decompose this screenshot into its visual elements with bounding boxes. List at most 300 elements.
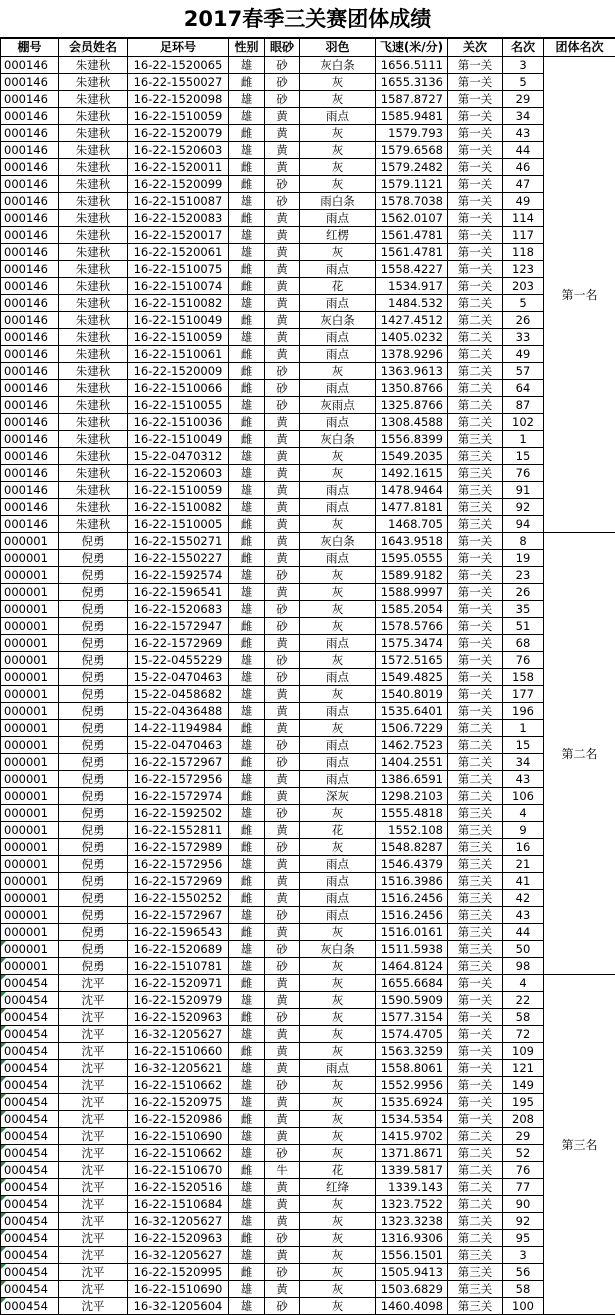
table-row (1, 91, 615, 108)
stage-cell: 第一关 (448, 74, 503, 91)
color-cell: 花 (300, 1162, 376, 1179)
speed-cell: 1578.7038 (376, 193, 448, 210)
table-row (1, 669, 615, 686)
ring-cell: 16-22-1510055 (128, 397, 229, 414)
stage-cell: 第一关 (448, 584, 503, 601)
sex-cell: 雄 (229, 329, 265, 346)
ring-cell: 16-22-1520083 (128, 210, 229, 227)
loft-cell: 000454 (1, 992, 59, 1009)
stage-cell: 第一关 (448, 1060, 503, 1077)
rank-cell: 22 (503, 992, 544, 1009)
member-cell: 朱建秋 (59, 278, 128, 295)
sex-cell: 雄 (229, 1128, 265, 1145)
member-cell: 倪勇 (59, 754, 128, 771)
rank-cell: 47 (503, 176, 544, 193)
loft-cell: 000146 (1, 227, 59, 244)
color-cell: 灰 (300, 652, 376, 669)
ring-cell: 16-22-1520079 (128, 125, 229, 142)
color-cell: 雨点 (300, 873, 376, 890)
speed-cell: 1585.9481 (376, 108, 448, 125)
loft-cell: 000146 (1, 363, 59, 380)
stage-cell: 第二关 (448, 1213, 503, 1230)
eye-cell: 砂 (265, 839, 300, 856)
rank-cell: 92 (503, 1213, 544, 1230)
speed-cell: 1477.8181 (376, 499, 448, 516)
member-cell: 沈平 (59, 1264, 128, 1281)
color-cell: 雨点 (300, 669, 376, 686)
color-cell: 灰 (300, 74, 376, 91)
sex-cell: 雌 (229, 431, 265, 448)
sex-cell: 雄 (229, 805, 265, 822)
loft-cell: 000454 (1, 1298, 59, 1315)
speed-cell: 1540.8019 (376, 686, 448, 703)
ring-cell: 16-22-1520963 (128, 1230, 229, 1247)
page-title: 2017春季三关赛团体成绩 (0, 0, 615, 38)
rank-cell: 114 (503, 210, 544, 227)
eye-cell: 黄 (265, 788, 300, 805)
rank-cell: 35 (503, 601, 544, 618)
col-header-loft: 棚号 (1, 39, 59, 57)
ring-cell: 16-22-1510690 (128, 1128, 229, 1145)
color-cell: 雨白条 (300, 193, 376, 210)
rank-cell: 56 (503, 1264, 544, 1281)
ring-cell: 16-22-1520986 (128, 1111, 229, 1128)
sex-cell: 雄 (229, 1094, 265, 1111)
speed-cell: 1325.8766 (376, 397, 448, 414)
table-row (1, 822, 615, 839)
sex-cell: 雌 (229, 873, 265, 890)
eye-cell: 黄 (265, 312, 300, 329)
color-cell: 灰 (300, 1213, 376, 1230)
member-cell: 沈平 (59, 1196, 128, 1213)
ring-cell: 16-22-1510066 (128, 380, 229, 397)
sex-cell: 雌 (229, 210, 265, 227)
table-row (1, 1264, 615, 1281)
speed-cell: 1339.5817 (376, 1162, 448, 1179)
color-cell: 灰雨点 (300, 397, 376, 414)
ring-cell: 16-22-1510074 (128, 278, 229, 295)
speed-cell: 1298.2103 (376, 788, 448, 805)
speed-cell: 1587.8727 (376, 91, 448, 108)
speed-cell: 1339.143 (376, 1179, 448, 1196)
member-cell: 倪勇 (59, 669, 128, 686)
loft-cell: 000001 (1, 737, 59, 754)
table-row (1, 618, 615, 635)
eye-cell: 砂 (265, 1230, 300, 1247)
sex-cell: 雄 (229, 686, 265, 703)
loft-cell: 000001 (1, 686, 59, 703)
table-row (1, 1179, 615, 1196)
table-row (1, 873, 615, 890)
loft-cell: 000001 (1, 635, 59, 652)
rank-cell: 109 (503, 1043, 544, 1060)
member-cell: 朱建秋 (59, 74, 128, 91)
rank-cell: 196 (503, 703, 544, 720)
eye-cell: 黄 (265, 1111, 300, 1128)
sex-cell: 雌 (229, 839, 265, 856)
eye-cell: 砂 (265, 397, 300, 414)
member-cell: 朱建秋 (59, 91, 128, 108)
loft-cell: 000001 (1, 550, 59, 567)
color-cell: 灰 (300, 975, 376, 992)
ring-cell: 16-22-1510005 (128, 516, 229, 533)
loft-cell: 000146 (1, 465, 59, 482)
member-cell: 沈平 (59, 1009, 128, 1026)
ring-cell: 16-22-1520516 (128, 1179, 229, 1196)
stage-cell: 第一关 (448, 278, 503, 295)
eye-cell: 砂 (265, 1009, 300, 1026)
color-cell: 雨点 (300, 737, 376, 754)
eye-cell: 黄 (265, 1026, 300, 1043)
speed-cell: 1578.5766 (376, 618, 448, 635)
loft-cell: 000146 (1, 57, 59, 74)
speed-cell: 1323.7522 (376, 1196, 448, 1213)
loft-cell: 000454 (1, 1179, 59, 1196)
sex-cell: 雄 (229, 1145, 265, 1162)
eye-cell: 黄 (265, 550, 300, 567)
table-row (1, 516, 615, 533)
member-cell: 朱建秋 (59, 159, 128, 176)
ring-cell: 16-22-1510049 (128, 312, 229, 329)
ring-cell: 14-22-1194984 (128, 720, 229, 737)
speed-cell: 1535.6924 (376, 1094, 448, 1111)
ring-cell: 16-22-1510059 (128, 108, 229, 125)
ring-cell: 16-22-1520011 (128, 159, 229, 176)
eye-cell: 砂 (265, 669, 300, 686)
loft-cell: 000001 (1, 533, 59, 550)
rank-cell: 26 (503, 312, 544, 329)
member-cell: 朱建秋 (59, 380, 128, 397)
speed-cell: 1556.1501 (376, 1247, 448, 1264)
member-cell: 倪勇 (59, 822, 128, 839)
ring-cell: 16-22-1520065 (128, 57, 229, 74)
loft-cell: 000146 (1, 108, 59, 125)
loft-cell: 000454 (1, 1128, 59, 1145)
rank-cell: 50 (503, 941, 544, 958)
table-row (1, 176, 615, 193)
col-header-team-rank: 团体名次 (544, 39, 615, 57)
eye-cell: 黄 (265, 244, 300, 261)
eye-cell: 黄 (265, 1128, 300, 1145)
speed-cell: 1563.3259 (376, 1043, 448, 1060)
table-row (1, 805, 615, 822)
eye-cell: 黄 (265, 414, 300, 431)
loft-cell: 000001 (1, 958, 59, 975)
member-cell: 倪勇 (59, 533, 128, 550)
rank-cell: 118 (503, 244, 544, 261)
sex-cell: 雄 (229, 465, 265, 482)
member-cell: 朱建秋 (59, 295, 128, 312)
rank-cell: 29 (503, 91, 544, 108)
loft-cell: 000454 (1, 975, 59, 992)
speed-cell: 1579.6568 (376, 142, 448, 159)
eye-cell: 砂 (265, 567, 300, 584)
sex-cell: 雄 (229, 992, 265, 1009)
loft-cell: 000454 (1, 1145, 59, 1162)
stage-cell: 第二关 (448, 397, 503, 414)
member-cell: 朱建秋 (59, 346, 128, 363)
rank-cell: 43 (503, 771, 544, 788)
stage-cell: 第一关 (448, 142, 503, 159)
table-row (1, 1213, 615, 1230)
rank-cell: 41 (503, 873, 544, 890)
eye-cell: 砂 (265, 1264, 300, 1281)
stage-cell: 第三关 (448, 1247, 503, 1264)
stage-cell: 第一关 (448, 227, 503, 244)
speed-cell: 1308.4588 (376, 414, 448, 431)
member-cell: 沈平 (59, 1281, 128, 1298)
stage-cell: 第一关 (448, 533, 503, 550)
stage-cell: 第三关 (448, 1298, 503, 1315)
speed-cell: 1506.7229 (376, 720, 448, 737)
ring-cell: 16-22-1520995 (128, 1264, 229, 1281)
table-row (1, 635, 615, 652)
ring-cell: 16-22-1520017 (128, 227, 229, 244)
member-cell: 倪勇 (59, 737, 128, 754)
col-header-eye: 眼砂 (265, 39, 300, 57)
eye-cell: 黄 (265, 703, 300, 720)
member-cell: 朱建秋 (59, 57, 128, 74)
color-cell: 灰 (300, 839, 376, 856)
rank-cell: 87 (503, 397, 544, 414)
color-cell: 雨点 (300, 414, 376, 431)
sex-cell: 雄 (229, 448, 265, 465)
sex-cell: 雌 (229, 720, 265, 737)
rank-cell: 34 (503, 754, 544, 771)
member-cell: 倪勇 (59, 941, 128, 958)
sex-cell: 雌 (229, 159, 265, 176)
color-cell: 灰 (300, 516, 376, 533)
member-cell: 朱建秋 (59, 193, 128, 210)
ring-cell: 16-22-1572969 (128, 635, 229, 652)
eye-cell: 砂 (265, 1077, 300, 1094)
ring-cell: 16-22-1520979 (128, 992, 229, 1009)
speed-cell: 1478.9464 (376, 482, 448, 499)
results-body (1, 57, 615, 1315)
rank-cell: 76 (503, 652, 544, 669)
color-cell: 灰 (300, 244, 376, 261)
stage-cell: 第三关 (448, 1264, 503, 1281)
color-cell: 灰 (300, 1128, 376, 1145)
rank-cell: 68 (503, 635, 544, 652)
sex-cell: 雄 (229, 737, 265, 754)
stage-cell: 第二关 (448, 380, 503, 397)
stage-cell: 第一关 (448, 669, 503, 686)
rank-cell: 57 (503, 363, 544, 380)
rank-cell: 4 (503, 805, 544, 822)
sex-cell: 雄 (229, 1213, 265, 1230)
stage-cell: 第一关 (448, 91, 503, 108)
speed-cell: 1552.9956 (376, 1077, 448, 1094)
stage-cell: 第一关 (448, 703, 503, 720)
color-cell: 灰 (300, 720, 376, 737)
stage-cell: 第一关 (448, 125, 503, 142)
ring-cell: 16-22-1520098 (128, 91, 229, 108)
eye-cell: 黄 (265, 465, 300, 482)
speed-cell: 1549.4825 (376, 669, 448, 686)
stage-cell: 第一关 (448, 176, 503, 193)
ring-cell: 16-22-1510036 (128, 414, 229, 431)
sex-cell: 雄 (229, 958, 265, 975)
stage-cell: 第一关 (448, 1043, 503, 1060)
stage-cell: 第二关 (448, 295, 503, 312)
table-row (1, 397, 615, 414)
table-row (1, 1094, 615, 1111)
member-cell: 朱建秋 (59, 516, 128, 533)
sex-cell: 雌 (229, 312, 265, 329)
loft-cell: 000001 (1, 907, 59, 924)
color-cell: 红绛 (300, 1179, 376, 1196)
table-row (1, 261, 615, 278)
color-cell: 雨点 (300, 210, 376, 227)
ring-cell: 16-22-1572956 (128, 771, 229, 788)
table-row (1, 550, 615, 567)
eye-cell: 黄 (265, 873, 300, 890)
eye-cell: 砂 (265, 1298, 300, 1315)
loft-cell: 000001 (1, 822, 59, 839)
speed-cell: 1595.0555 (376, 550, 448, 567)
sex-cell: 雄 (229, 227, 265, 244)
eye-cell: 黄 (265, 992, 300, 1009)
color-cell: 灰 (300, 465, 376, 482)
speed-cell: 1546.4379 (376, 856, 448, 873)
rank-cell: 203 (503, 278, 544, 295)
loft-cell: 000146 (1, 516, 59, 533)
color-cell: 雨点 (300, 856, 376, 873)
stage-cell: 第一关 (448, 1077, 503, 1094)
stage-cell: 第三关 (448, 499, 503, 516)
loft-cell: 000454 (1, 1247, 59, 1264)
table-row (1, 108, 615, 125)
col-header-ring: 足环号 (128, 39, 229, 57)
ring-cell: 16-22-1572974 (128, 788, 229, 805)
table-row (1, 74, 615, 91)
rank-cell: 64 (503, 380, 544, 397)
eye-cell: 砂 (265, 57, 300, 74)
rank-cell: 9 (503, 822, 544, 839)
eye-cell: 黄 (265, 584, 300, 601)
sex-cell: 雄 (229, 193, 265, 210)
color-cell: 灰 (300, 584, 376, 601)
rank-cell: 149 (503, 1077, 544, 1094)
rank-cell: 4 (503, 975, 544, 992)
table-row (1, 1298, 615, 1315)
stage-cell: 第二关 (448, 737, 503, 754)
speed-cell: 1577.3154 (376, 1009, 448, 1026)
speed-cell: 1561.4781 (376, 227, 448, 244)
stage-cell: 第二关 (448, 346, 503, 363)
eye-cell: 黄 (265, 210, 300, 227)
sex-cell: 雄 (229, 703, 265, 720)
stage-cell: 第三关 (448, 924, 503, 941)
rank-cell: 49 (503, 193, 544, 210)
speed-cell: 1572.5165 (376, 652, 448, 669)
rank-cell: 76 (503, 465, 544, 482)
loft-cell: 000146 (1, 244, 59, 261)
eye-cell: 黄 (265, 142, 300, 159)
sex-cell: 雄 (229, 499, 265, 516)
color-cell: 灰 (300, 1230, 376, 1247)
eye-cell: 牛 (265, 1162, 300, 1179)
stage-cell: 第二关 (448, 312, 503, 329)
loft-cell: 000001 (1, 754, 59, 771)
stage-cell: 第二关 (448, 363, 503, 380)
eye-cell: 黄 (265, 431, 300, 448)
ring-cell: 16-22-1572967 (128, 754, 229, 771)
ring-cell: 16-22-1572967 (128, 907, 229, 924)
rank-cell: 1 (503, 720, 544, 737)
member-cell: 倪勇 (59, 873, 128, 890)
rank-cell: 19 (503, 550, 544, 567)
eye-cell: 砂 (265, 737, 300, 754)
stage-cell: 第一关 (448, 244, 503, 261)
member-cell: 沈平 (59, 1213, 128, 1230)
loft-cell: 000454 (1, 1094, 59, 1111)
sex-cell: 雌 (229, 618, 265, 635)
speed-cell: 1323.3238 (376, 1213, 448, 1230)
member-cell: 朱建秋 (59, 482, 128, 499)
color-cell: 灰 (300, 1196, 376, 1213)
speed-cell: 1656.5111 (376, 57, 448, 74)
col-header-color: 羽色 (300, 39, 376, 57)
ring-cell: 16-22-1510670 (128, 1162, 229, 1179)
table-row (1, 142, 615, 159)
table-row (1, 431, 615, 448)
member-cell: 朱建秋 (59, 244, 128, 261)
stage-cell: 第三关 (448, 856, 503, 873)
eye-cell: 黄 (265, 720, 300, 737)
rank-cell: 58 (503, 1281, 544, 1298)
member-cell: 沈平 (59, 975, 128, 992)
table-row (1, 1009, 615, 1026)
color-cell: 灰 (300, 1077, 376, 1094)
eye-cell: 砂 (265, 601, 300, 618)
eye-cell: 黄 (265, 1043, 300, 1060)
sex-cell: 雄 (229, 1247, 265, 1264)
table-row (1, 839, 615, 856)
loft-cell: 000146 (1, 346, 59, 363)
table-row (1, 1247, 615, 1264)
color-cell: 灰白条 (300, 312, 376, 329)
color-cell: 灰 (300, 958, 376, 975)
loft-cell: 000001 (1, 856, 59, 873)
stage-cell: 第三关 (448, 431, 503, 448)
member-cell: 倪勇 (59, 550, 128, 567)
ring-cell: 16-22-1550271 (128, 533, 229, 550)
eye-cell: 砂 (265, 91, 300, 108)
sex-cell: 雄 (229, 108, 265, 125)
eye-cell: 砂 (265, 754, 300, 771)
rank-cell: 90 (503, 1196, 544, 1213)
ring-cell: 16-22-1510059 (128, 482, 229, 499)
rank-cell: 121 (503, 1060, 544, 1077)
loft-cell: 000146 (1, 159, 59, 176)
color-cell: 灰 (300, 176, 376, 193)
loft-cell: 000001 (1, 669, 59, 686)
table-row (1, 720, 615, 737)
ring-cell: 16-22-1572969 (128, 873, 229, 890)
results-table (0, 38, 615, 1315)
stage-cell: 第一关 (448, 159, 503, 176)
loft-cell: 000454 (1, 1060, 59, 1077)
eye-cell: 砂 (265, 941, 300, 958)
color-cell: 深灰 (300, 788, 376, 805)
color-cell: 灰 (300, 159, 376, 176)
loft-cell: 000454 (1, 1196, 59, 1213)
member-cell: 倪勇 (59, 907, 128, 924)
color-cell: 灰 (300, 1094, 376, 1111)
loft-cell: 000001 (1, 839, 59, 856)
